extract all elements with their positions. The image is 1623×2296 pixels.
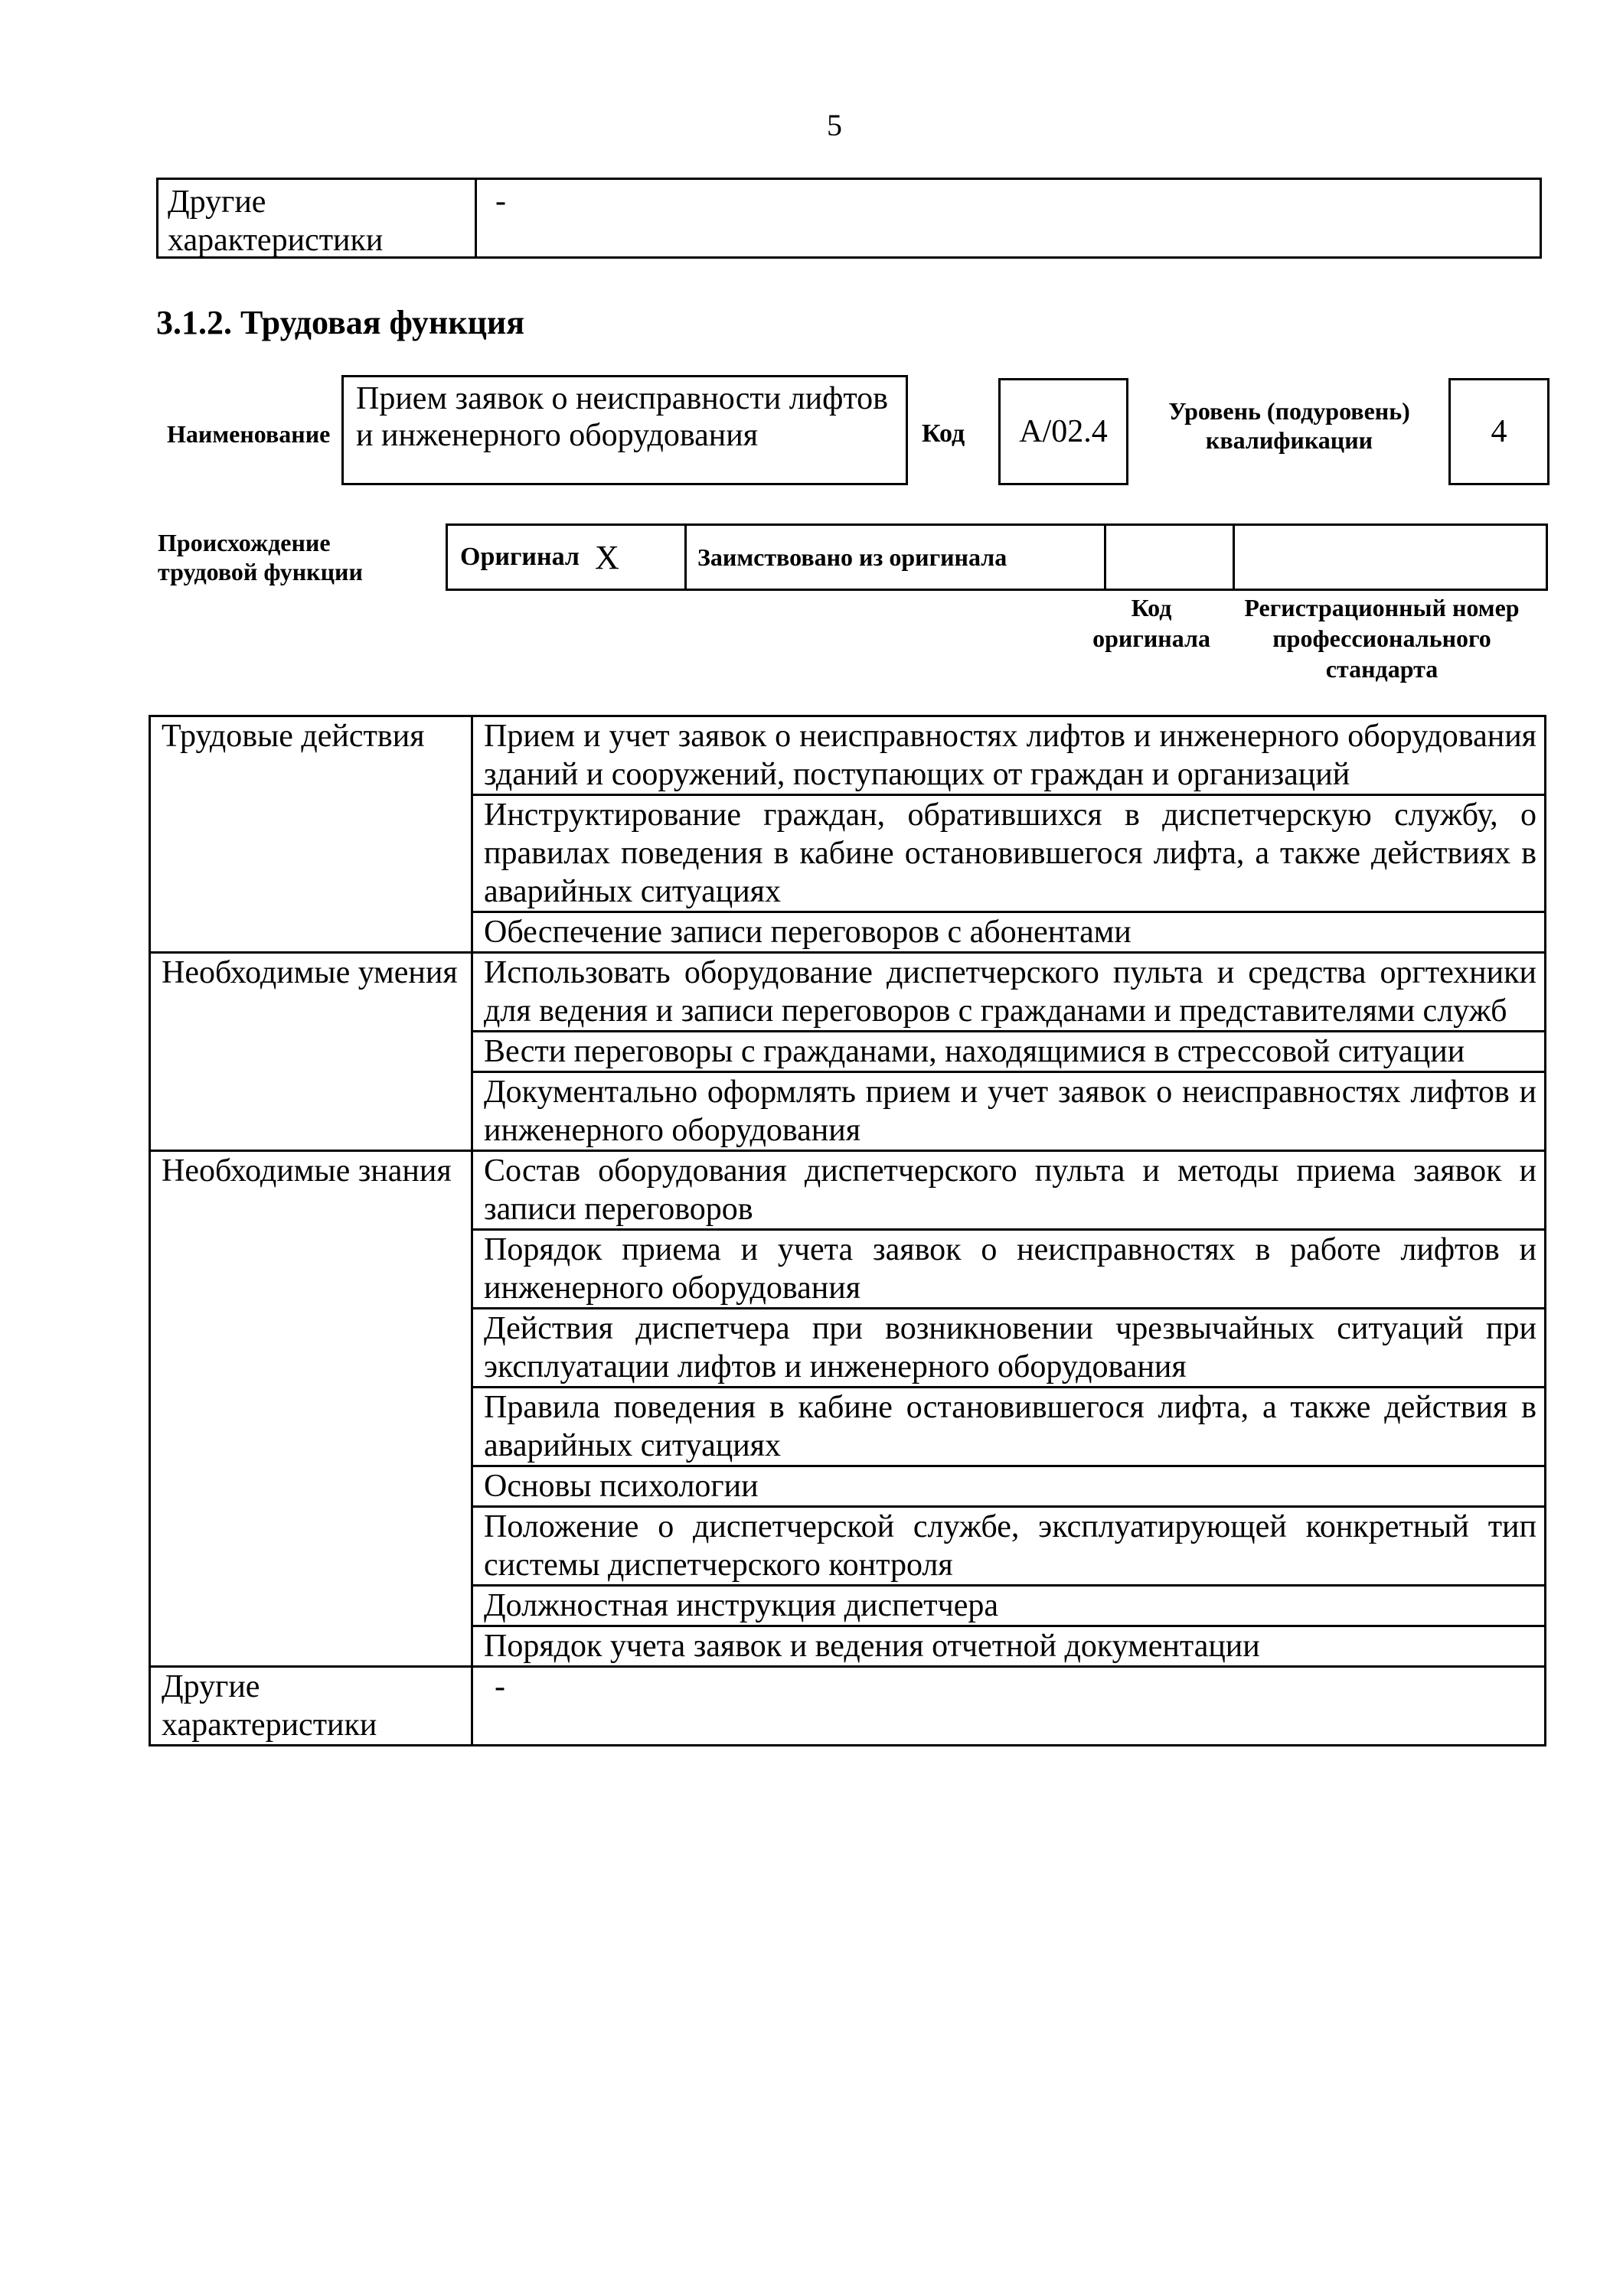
knowledge-item: Порядок учета заявок и ведения отчетной документации — [472, 1626, 1546, 1667]
skills-label: Необходимые умения — [150, 953, 472, 1151]
top-other-label: Другие характеристики — [158, 180, 477, 256]
knowledge-item: Должностная инструкция диспетчера — [472, 1586, 1546, 1626]
labor-function-table — [149, 715, 1546, 1746]
labor-action-item: Инструктирование граждан, обратившихся в диспетчерскую службу, о правилах поведения в кабине остановившегося лифта, а также действиях в аварийных ситуациях — [472, 795, 1546, 912]
level-label: Уровень (подуровень) квалификации — [1168, 397, 1410, 454]
original-mark: X — [594, 538, 619, 576]
knowledge-item: Действия диспетчера при возникновении чрезвычайных ситуаций при эксплуатации лифтов и инженерного оборудования — [472, 1309, 1546, 1388]
labor-action-item: Прием и учет заявок о неисправностях лифтов и инженерного оборудования зданий и сооружений, поступающих от граждан и организаций — [472, 716, 1546, 795]
table-row — [150, 716, 1546, 795]
other-characteristics-label: Другие характеристики — [150, 1667, 472, 1746]
level-value-box: 4 — [1448, 378, 1550, 485]
name-label: Наименование — [167, 420, 331, 448]
code-value-box: А/02.4 — [998, 378, 1128, 485]
registration-number-cell — [1235, 526, 1546, 589]
knowledge-item: Порядок приема и учета заявок о неисправностях в работе лифтов и инженерного оборудования — [472, 1230, 1546, 1309]
origin-table — [446, 523, 1548, 591]
code-label: Код — [922, 419, 965, 448]
table-row — [150, 1667, 1546, 1746]
other-characteristics-value: - — [472, 1667, 1546, 1746]
knowledge-item: Состав оборудования диспетчерского пульта и методы приема заявок и записи переговоров — [472, 1151, 1546, 1230]
original-code-cell — [1106, 526, 1235, 589]
section-title: 3.1.2. Трудовая функция — [156, 304, 525, 341]
skill-item: Вести переговоры с гражданами, находящимися в стрессовой ситуации — [472, 1032, 1546, 1072]
table-row — [150, 953, 1546, 1032]
original-label: Оригинал — [460, 543, 580, 571]
knowledge-label: Необходимые знания — [150, 1151, 472, 1667]
knowledge-item: Правила поведения в кабине остановившегося лифта, а также действия в аварийных ситуациях — [472, 1388, 1546, 1466]
origin-label: Происхождение трудовой функции — [158, 529, 363, 585]
table-row — [150, 1151, 1546, 1230]
code-caption: Код оригинала — [1092, 594, 1210, 652]
knowledge-item: Положение о диспетчерской службе, эксплуатирующей конкретный тип системы диспетчерского контроля — [472, 1507, 1546, 1586]
top-other-value: - — [495, 184, 506, 219]
borrowed-cell: Заимствовано из оригинала — [687, 526, 1106, 589]
skill-item: Использовать оборудование диспетчерского пульта и средства оргтехники для ведения и записи переговоров с гражданами и представителями служб — [472, 953, 1546, 1032]
registration-caption: Регистрационный номер профессионального стандарта — [1244, 594, 1520, 683]
skill-item: Документально оформлять прием и учет заявок о неисправностях лифтов и инженерного оборудования — [472, 1072, 1546, 1151]
labor-action-item: Обеспечение записи переговоров с абонентами — [472, 912, 1546, 953]
knowledge-item: Основы психологии — [472, 1466, 1546, 1507]
page-number: 5 — [827, 108, 842, 142]
original-cell — [448, 526, 687, 589]
name-value-box: Прием заявок о неисправности лифтов и инженерного оборудования — [341, 375, 908, 485]
labor-actions-label: Трудовые действия — [150, 716, 472, 953]
top-other-characteristics-table — [156, 178, 1542, 259]
